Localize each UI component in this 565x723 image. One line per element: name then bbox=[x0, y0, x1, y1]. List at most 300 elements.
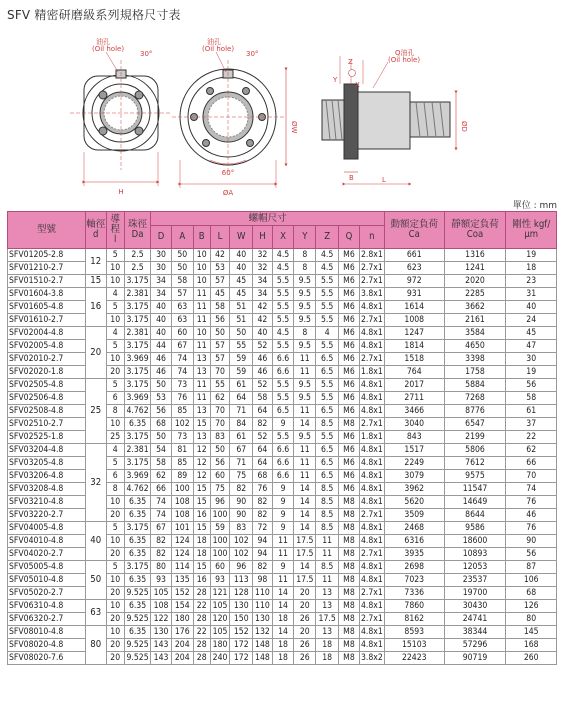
lead-cell: 10 bbox=[106, 496, 124, 509]
table-row bbox=[8, 444, 557, 457]
cell-coa: 3662 bbox=[444, 301, 506, 314]
cell-ca: 2017 bbox=[384, 379, 444, 392]
cell-l: 96 bbox=[210, 496, 229, 509]
cell-n: 2.7x1 bbox=[360, 549, 383, 559]
cell-da: 3.175 bbox=[124, 561, 150, 574]
cell-y: 9.5 bbox=[294, 379, 316, 392]
cell-coa: 8776 bbox=[444, 405, 506, 418]
lead-cell: 10 bbox=[106, 535, 124, 548]
cell-ca: 5620 bbox=[384, 496, 444, 509]
model-cell: SFV03208-4.8 bbox=[8, 483, 86, 496]
cell-a: 63 bbox=[171, 301, 193, 314]
cell-z: 8.5 bbox=[316, 509, 339, 522]
angle-label-30a: 30° bbox=[140, 50, 153, 58]
cell-da: 9.525 bbox=[124, 587, 150, 600]
cell-a: 57 bbox=[171, 288, 193, 301]
cell-coa: 7612 bbox=[444, 457, 506, 470]
cell-h: 76 bbox=[253, 483, 272, 496]
cell-h: 46 bbox=[253, 353, 272, 366]
cell-q: M6 bbox=[339, 327, 360, 340]
cell-w: 84 bbox=[230, 418, 253, 431]
cell-coa: 14649 bbox=[444, 496, 506, 509]
cell-x: 6.6 bbox=[272, 353, 294, 366]
cell-w: 67 bbox=[230, 444, 253, 457]
cell-b: 13 bbox=[193, 405, 210, 418]
cell-d: 105 bbox=[151, 587, 172, 600]
cell-k: 62 bbox=[506, 444, 557, 457]
cell-y: 17.5 bbox=[294, 574, 316, 587]
cell-z: 5.5 bbox=[316, 314, 339, 327]
cell-q: M6 bbox=[339, 275, 360, 288]
cell-q: M8 bbox=[339, 496, 360, 509]
cell-coa: 2161 bbox=[444, 314, 506, 327]
cell-w: 40 bbox=[230, 262, 253, 275]
lead-cell: 10 bbox=[106, 275, 124, 288]
cell-l: 105 bbox=[210, 626, 229, 639]
cell-z: 6.5 bbox=[316, 444, 339, 457]
cell-y: 8 bbox=[294, 327, 316, 340]
cell-h: 148 bbox=[253, 639, 272, 652]
cell-x: 9 bbox=[272, 509, 294, 522]
cell-z: 6.5 bbox=[316, 405, 339, 418]
cell-d: 66 bbox=[151, 483, 172, 496]
model-cell: SFV01610-2.7 bbox=[8, 314, 86, 327]
cell-n: 1.8x1 bbox=[360, 367, 383, 377]
cell-da: 6.35 bbox=[124, 600, 150, 613]
header-col-w: W bbox=[230, 226, 253, 249]
lead-cell: 20 bbox=[106, 652, 124, 665]
cell-a: 204 bbox=[171, 652, 193, 665]
header-nut-dims: 螺帽尺寸 bbox=[151, 212, 385, 226]
cell-b: 10 bbox=[193, 275, 210, 288]
lead-cell: 8 bbox=[106, 405, 124, 418]
cell-q: M8 bbox=[339, 561, 360, 574]
cell-y: 20 bbox=[294, 600, 316, 613]
cell-x: 4.5 bbox=[272, 249, 294, 262]
cell-w: 150 bbox=[230, 613, 253, 626]
cell-l: 83 bbox=[210, 431, 229, 444]
cell-da: 6.35 bbox=[124, 626, 150, 639]
cell-q: M6 bbox=[339, 249, 360, 262]
model-cell: SFV03210-4.8 bbox=[8, 496, 86, 509]
cell-w: 83 bbox=[230, 522, 253, 535]
cell-d: 56 bbox=[151, 405, 172, 418]
lead-cell: 10 bbox=[106, 626, 124, 639]
header-col-a: A bbox=[171, 226, 193, 249]
cell-b: 15 bbox=[193, 483, 210, 496]
dim-z-label: Z bbox=[348, 58, 353, 66]
cell-a: 101 bbox=[171, 522, 193, 535]
cell-q: M6 bbox=[339, 457, 360, 470]
cell-a: 74 bbox=[171, 353, 193, 366]
cell-d: 93 bbox=[151, 574, 172, 587]
cell-k: 31 bbox=[506, 288, 557, 301]
cell-da: 2.381 bbox=[124, 444, 150, 457]
shaft-dia-cell: 32 bbox=[85, 444, 106, 522]
oil-hole-label-mid: 油孔 bbox=[207, 38, 221, 46]
cell-ca: 3962 bbox=[384, 483, 444, 496]
cell-d: 40 bbox=[151, 301, 172, 314]
model-cell: SFV02004-4.8 bbox=[8, 327, 86, 340]
header-model: 型號 bbox=[8, 212, 86, 249]
cell-h: 52 bbox=[253, 431, 272, 444]
cell-y: 20 bbox=[294, 587, 316, 600]
cell-z: 5.5 bbox=[316, 340, 339, 353]
model-cell: SFV02010-2.7 bbox=[8, 353, 86, 366]
cell-coa: 1241 bbox=[444, 262, 506, 275]
cell-coa: 38344 bbox=[444, 626, 506, 639]
cell-d: 80 bbox=[151, 561, 172, 574]
cell-ca: 1517 bbox=[384, 444, 444, 457]
cell-x: 5.5 bbox=[272, 288, 294, 301]
lead-cell: 10 bbox=[106, 314, 124, 327]
model-cell: SFV03205-4.8 bbox=[8, 457, 86, 470]
cell-h: 94 bbox=[253, 548, 272, 561]
lead-cell: 10 bbox=[106, 418, 124, 431]
cell-da: 4.762 bbox=[124, 405, 150, 418]
cell-h: 58 bbox=[253, 392, 272, 405]
cell-q: M6 bbox=[339, 340, 360, 353]
cell-z: 8.5 bbox=[316, 483, 339, 496]
cell-d: 58 bbox=[151, 457, 172, 470]
cell-d: 67 bbox=[151, 522, 172, 535]
header-dyn-load: 動額定負荷 Ca bbox=[384, 212, 444, 249]
cell-w: 61 bbox=[230, 431, 253, 444]
cell-coa: 90719 bbox=[444, 652, 506, 665]
cell-l: 58 bbox=[210, 301, 229, 314]
cell-l: 60 bbox=[210, 561, 229, 574]
lead-cell: 20 bbox=[106, 639, 124, 652]
cell-y: 14 bbox=[294, 522, 316, 535]
cell-l: 57 bbox=[210, 275, 229, 288]
cell-w: 172 bbox=[230, 639, 253, 652]
header-col-d: D bbox=[151, 226, 172, 249]
table-row bbox=[8, 275, 557, 288]
cell-l: 100 bbox=[210, 509, 229, 522]
cell-y: 20 bbox=[294, 626, 316, 639]
cell-x: 6.5 bbox=[272, 405, 294, 418]
cell-q: M6 bbox=[339, 366, 360, 379]
cell-da: 6.35 bbox=[124, 496, 150, 509]
cell-z: 11 bbox=[316, 548, 339, 561]
cell-da: 2.5 bbox=[124, 262, 150, 275]
cell-h: 64 bbox=[253, 457, 272, 470]
cell-q: M6 bbox=[339, 288, 360, 301]
cell-h: 72 bbox=[253, 522, 272, 535]
cell-x: 4.5 bbox=[272, 262, 294, 275]
cell-q: M6 bbox=[339, 431, 360, 444]
dim-l-label: L bbox=[382, 176, 386, 184]
cell-z: 8.5 bbox=[316, 561, 339, 574]
cell-x: 14 bbox=[272, 600, 294, 613]
cell-b: 18 bbox=[193, 548, 210, 561]
cell-n: 4.8x1 bbox=[360, 380, 383, 390]
cell-l: 59 bbox=[210, 522, 229, 535]
cell-ca: 972 bbox=[384, 275, 444, 288]
cell-n: 2.7x1 bbox=[360, 419, 383, 429]
cell-w: 82 bbox=[230, 483, 253, 496]
model-cell: SFV01205-2.8 bbox=[8, 249, 86, 262]
cell-n: 2.8x1 bbox=[360, 250, 383, 260]
cell-z: 5.5 bbox=[316, 379, 339, 392]
cell-k: 87 bbox=[506, 561, 557, 574]
cell-k: 37 bbox=[506, 418, 557, 431]
cell-n: 4.8x1 bbox=[360, 328, 383, 338]
cell-k: 47 bbox=[506, 340, 557, 353]
cell-d: 82 bbox=[151, 548, 172, 561]
cell-x: 9 bbox=[272, 561, 294, 574]
cell-ca: 2698 bbox=[384, 561, 444, 574]
cell-da: 6.35 bbox=[124, 418, 150, 431]
cell-d: 130 bbox=[151, 626, 172, 639]
cell-a: 85 bbox=[171, 405, 193, 418]
cell-a: 89 bbox=[171, 470, 193, 483]
model-cell: SFV02020-1.8 bbox=[8, 366, 86, 379]
cell-coa: 2285 bbox=[444, 288, 506, 301]
cell-l: 62 bbox=[210, 392, 229, 405]
cell-k: 68 bbox=[506, 587, 557, 600]
cell-z: 6.5 bbox=[316, 366, 339, 379]
cell-da: 2.381 bbox=[124, 288, 150, 301]
cell-y: 26 bbox=[294, 639, 316, 652]
oil-hole-label-left: 油孔 bbox=[96, 38, 110, 46]
lead-cell: 5 bbox=[106, 522, 124, 535]
model-cell: SFV03204-4.8 bbox=[8, 444, 86, 457]
cell-n: 2.7x1 bbox=[360, 510, 383, 520]
header-col-z: Z bbox=[316, 226, 339, 249]
cell-k: 66 bbox=[506, 457, 557, 470]
cell-coa: 23537 bbox=[444, 574, 506, 587]
cell-b: 12 bbox=[193, 444, 210, 457]
lead-cell: 10 bbox=[106, 353, 124, 366]
cell-d: 54 bbox=[151, 444, 172, 457]
angle-label-60: 60° bbox=[221, 169, 235, 177]
model-cell: SFV01604-3.8 bbox=[8, 288, 86, 301]
cell-l: 70 bbox=[210, 418, 229, 431]
cell-l: 75 bbox=[210, 483, 229, 496]
cell-d: 143 bbox=[151, 639, 172, 652]
dim-phi-w-label: ØW bbox=[290, 121, 298, 134]
cell-b: 28 bbox=[193, 652, 210, 665]
cell-k: 90 bbox=[506, 535, 557, 548]
cell-ca: 7023 bbox=[384, 574, 444, 587]
cell-w: 128 bbox=[230, 587, 253, 600]
cell-b: 28 bbox=[193, 587, 210, 600]
model-cell: SFV08020-4.8 bbox=[8, 639, 86, 652]
cell-d: 40 bbox=[151, 327, 172, 340]
cell-w: 102 bbox=[230, 548, 253, 561]
cell-k: 76 bbox=[506, 522, 557, 535]
cell-ca: 2468 bbox=[384, 522, 444, 535]
cell-q: M6 bbox=[339, 405, 360, 418]
cell-y: 26 bbox=[294, 652, 316, 665]
cell-z: 5.5 bbox=[316, 301, 339, 314]
cell-a: 81 bbox=[171, 444, 193, 457]
cell-k: 56 bbox=[506, 379, 557, 392]
lead-cell: 5 bbox=[106, 561, 124, 574]
cell-h: 34 bbox=[253, 288, 272, 301]
cell-l: 70 bbox=[210, 366, 229, 379]
table-row bbox=[8, 522, 557, 535]
cell-d: 44 bbox=[151, 340, 172, 353]
cell-x: 5.5 bbox=[272, 340, 294, 353]
cell-b: 11 bbox=[193, 340, 210, 353]
cell-n: 4.8x1 bbox=[360, 471, 383, 481]
cell-q: M8 bbox=[339, 535, 360, 548]
lead-cell: 20 bbox=[106, 366, 124, 379]
cell-a: 108 bbox=[171, 509, 193, 522]
table-row bbox=[8, 327, 557, 340]
cell-y: 17.5 bbox=[294, 535, 316, 548]
cell-n: 4.8x1 bbox=[360, 627, 383, 637]
header-shaft-dia: 軸徑 d bbox=[85, 212, 106, 249]
table-row bbox=[8, 249, 557, 262]
cell-l: 121 bbox=[210, 587, 229, 600]
cell-ca: 15103 bbox=[384, 639, 444, 652]
cell-q: M8 bbox=[339, 574, 360, 587]
cell-q: M6 bbox=[339, 483, 360, 496]
cell-z: 6.5 bbox=[316, 353, 339, 366]
cell-y: 14 bbox=[294, 561, 316, 574]
cell-w: 71 bbox=[230, 457, 253, 470]
lead-cell: 20 bbox=[106, 613, 124, 626]
cell-x: 14 bbox=[272, 626, 294, 639]
cell-y: 8 bbox=[294, 249, 316, 262]
model-cell: SFV06310-4.8 bbox=[8, 600, 86, 613]
model-cell: SFV02525-1.8 bbox=[8, 431, 86, 444]
cell-coa: 8644 bbox=[444, 509, 506, 522]
front-view-left bbox=[70, 60, 172, 186]
cell-q: M6 bbox=[339, 353, 360, 366]
cell-b: 10 bbox=[193, 327, 210, 340]
cell-b: 18 bbox=[193, 535, 210, 548]
cell-ca: 8593 bbox=[384, 626, 444, 639]
dim-b-label: B bbox=[349, 174, 354, 182]
cell-x: 6.6 bbox=[272, 366, 294, 379]
cell-da: 9.525 bbox=[124, 652, 150, 665]
cell-d: 46 bbox=[151, 366, 172, 379]
cell-d: 53 bbox=[151, 392, 172, 405]
model-cell: SFV02505-4.8 bbox=[8, 379, 86, 392]
cell-q: M8 bbox=[339, 652, 360, 665]
cell-q: M8 bbox=[339, 613, 360, 626]
cell-l: 100 bbox=[210, 548, 229, 561]
header-col-q: Q bbox=[339, 226, 360, 249]
cell-k: 126 bbox=[506, 600, 557, 613]
cell-da: 3.175 bbox=[124, 457, 150, 470]
unit-label: 單位 : mm bbox=[512, 201, 557, 211]
cell-k: 145 bbox=[506, 626, 557, 639]
cell-n: 4.8x1 bbox=[360, 393, 383, 403]
cell-da: 3.175 bbox=[124, 379, 150, 392]
cell-n: 4.8x1 bbox=[360, 445, 383, 455]
cell-b: 10 bbox=[193, 249, 210, 262]
cell-w: 51 bbox=[230, 301, 253, 314]
cell-d: 74 bbox=[151, 496, 172, 509]
cell-l: 50 bbox=[210, 444, 229, 457]
cell-w: 45 bbox=[230, 275, 253, 288]
cell-h: 82 bbox=[253, 561, 272, 574]
cell-n: 4.8x1 bbox=[360, 497, 383, 507]
header-lead: 導程 l bbox=[106, 212, 124, 249]
cell-a: 63 bbox=[171, 314, 193, 327]
cell-y: 14 bbox=[294, 483, 316, 496]
lead-cell: 6 bbox=[106, 470, 124, 483]
cell-z: 4 bbox=[316, 327, 339, 340]
cell-z: 11 bbox=[316, 535, 339, 548]
model-cell: SFV03220-2.7 bbox=[8, 509, 86, 522]
cell-n: 4.8x1 bbox=[360, 302, 383, 312]
cell-z: 18 bbox=[316, 652, 339, 665]
cell-b: 28 bbox=[193, 639, 210, 652]
cell-ca: 3935 bbox=[384, 548, 444, 561]
cell-k: 76 bbox=[506, 496, 557, 509]
cell-coa: 5884 bbox=[444, 379, 506, 392]
cell-k: 46 bbox=[506, 509, 557, 522]
cell-h: 40 bbox=[253, 327, 272, 340]
cell-ca: 1008 bbox=[384, 314, 444, 327]
cell-x: 11 bbox=[272, 548, 294, 561]
cell-h: 110 bbox=[253, 587, 272, 600]
cell-w: 90 bbox=[230, 496, 253, 509]
cell-coa: 3584 bbox=[444, 327, 506, 340]
cell-y: 17.5 bbox=[294, 548, 316, 561]
cell-coa: 57296 bbox=[444, 639, 506, 652]
cell-n: 2.7x1 bbox=[360, 614, 383, 624]
cell-a: 100 bbox=[171, 483, 193, 496]
cell-h: 82 bbox=[253, 496, 272, 509]
cell-y: 11 bbox=[294, 470, 316, 483]
model-cell: SFV02508-4.8 bbox=[8, 405, 86, 418]
cell-ca: 1614 bbox=[384, 301, 444, 314]
cell-b: 22 bbox=[193, 626, 210, 639]
cell-d: 40 bbox=[151, 314, 172, 327]
cell-ca: 1814 bbox=[384, 340, 444, 353]
cell-b: 12 bbox=[193, 470, 210, 483]
cell-b: 10 bbox=[193, 262, 210, 275]
model-cell: SFV05010-4.8 bbox=[8, 574, 86, 587]
shaft-dia-cell: 25 bbox=[85, 379, 106, 444]
cell-l: 57 bbox=[210, 353, 229, 366]
cell-k: 30 bbox=[506, 353, 557, 366]
cell-b: 16 bbox=[193, 574, 210, 587]
cell-k: 40 bbox=[506, 301, 557, 314]
cell-da: 3.175 bbox=[124, 314, 150, 327]
cell-z: 13 bbox=[316, 626, 339, 639]
cell-y: 11 bbox=[294, 457, 316, 470]
cell-z: 13 bbox=[316, 587, 339, 600]
cell-q: M6 bbox=[339, 379, 360, 392]
cell-q: M8 bbox=[339, 600, 360, 613]
cell-a: 76 bbox=[171, 392, 193, 405]
cell-d: 30 bbox=[151, 249, 172, 262]
cell-da: 3.175 bbox=[124, 275, 150, 288]
cell-x: 5.5 bbox=[272, 314, 294, 327]
model-cell: SFV02510-2.7 bbox=[8, 418, 86, 431]
cell-h: 148 bbox=[253, 652, 272, 665]
cell-w: 50 bbox=[230, 327, 253, 340]
cell-coa: 5806 bbox=[444, 444, 506, 457]
cell-a: 67 bbox=[171, 340, 193, 353]
lead-cell: 6 bbox=[106, 392, 124, 405]
angle-label-30b: 30° bbox=[246, 50, 259, 58]
cell-w: 152 bbox=[230, 626, 253, 639]
cell-n: 4.8x1 bbox=[360, 523, 383, 533]
cell-x: 11 bbox=[272, 574, 294, 587]
cell-y: 8 bbox=[294, 262, 316, 275]
model-cell: SFV01510-2.7 bbox=[8, 275, 86, 288]
cell-l: 240 bbox=[210, 652, 229, 665]
